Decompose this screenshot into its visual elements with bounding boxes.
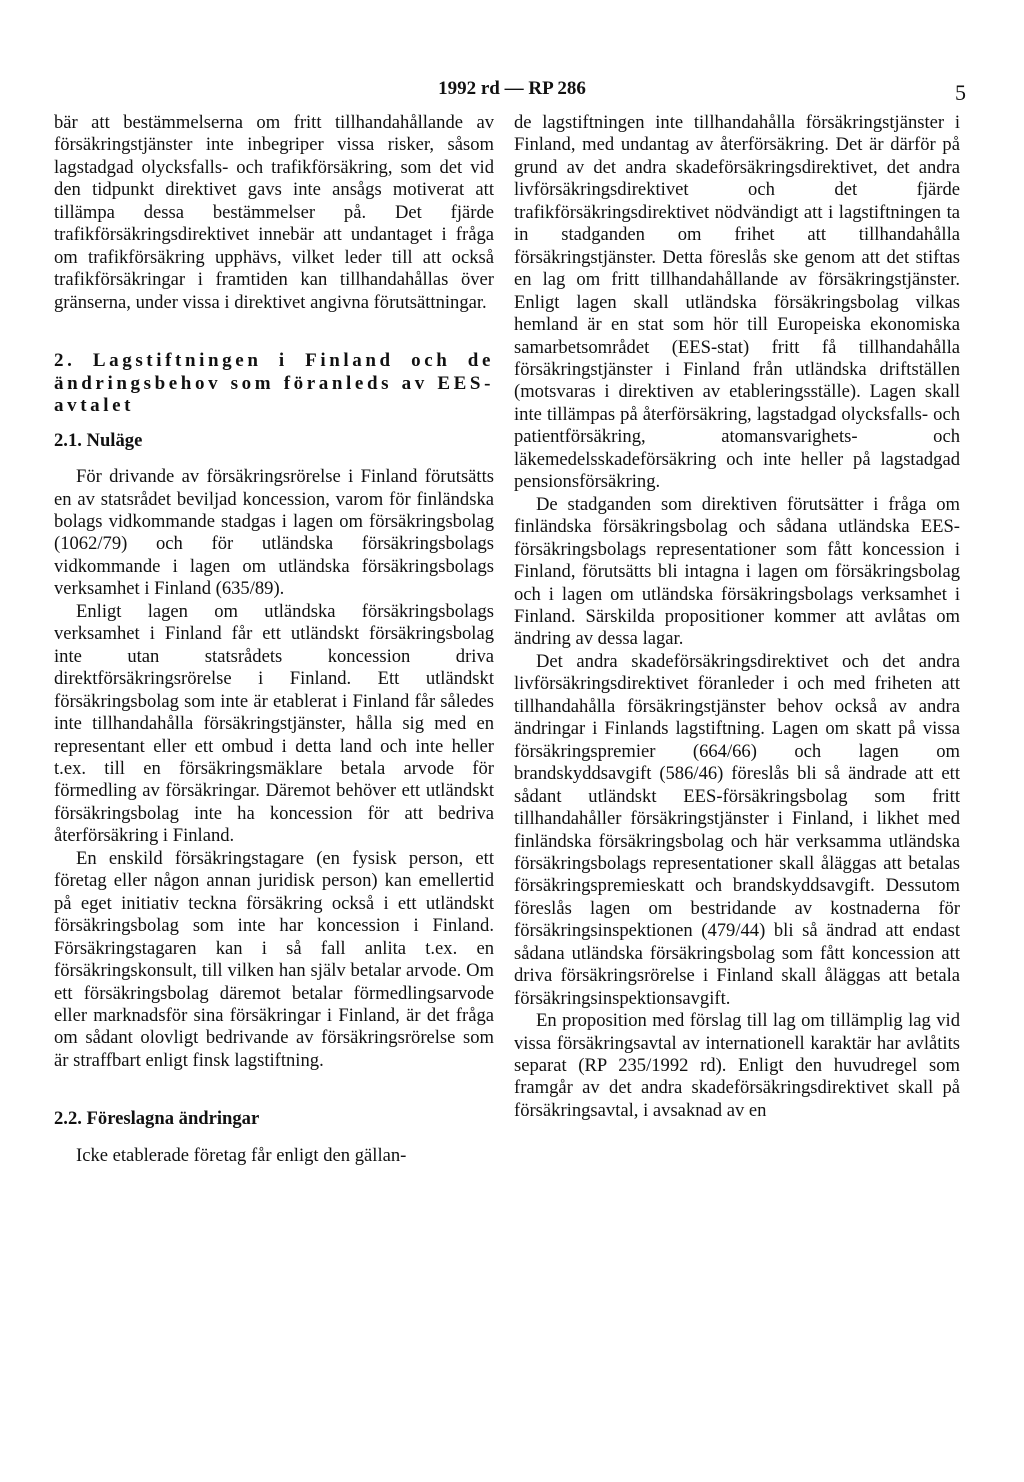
left-paragraph-3: Enligt lagen om utländska försäkringsbolags verksamhet i Finland får ett utländskt försäkringsbolag inte utan statsrådets koncession driva direktförsäkringsrörelse i Finland. Ett utländskt försäkringsbolag som inte är etablerat i Finland får således inte tillhandahålla försäkringstjänster, hålla sig med en representant eller ett ombud i detta land och inte heller t.ex. till en försäkringsmäklare betala arvode för förmedling av försäkringar. Däremot behöver ett utländskt försäkringsbolag inte ha koncession för att bedriva återförsäkring i Finland. [54,600,494,847]
left-paragraph-2: För drivande av försäkringsrörelse i Finland förutsätts en av statsrådet beviljad koncession, varom för finländska bolags vidkommande stadgas i lagen om försäkringsbolag (1062/79) och för utländska försäkringsbolags vidkommande i lagen om utländska försäkringsbolags verksamhet i Finland (635/89). [54,466,494,600]
subsection-2-1-heading: 2.1. Nuläge [54,429,143,451]
page-number: 5 [955,80,966,105]
right-paragraph-4: En proposition med förslag till lag om tillämplig lag vid vissa försäkringsavtal av internationell karaktär har avlåtits separat (RP 235/1992 rd). Enligt den huvudregel som framgår av det andra skadeförsäkringsdirektivet skall på försäkringsavtal, i avsaknad av en [514,1010,960,1121]
subsection-2-2-heading: 2.2. Föreslagna ändringar [54,1108,260,1130]
right-paragraph-2: De stadganden som direktiven förutsätter i fråga om finländska försäkringsbolag och sådana utländska EES-försäkringsbolags representationer som fått koncession i Finland, förutsätts bli intagna i lagen om försäkringsbolag och i lagen om utländska försäkringsbolags verksamhet i Finland. Särskilda propositioner kommer att avlåtas om ändring av dessa lagar. [514,493,960,650]
right-paragraph-3: Det andra skadeförsäkringsdirektivet och det andra livförsäkringsdirektivet föranleder i och med friheten att tillhandahålla försäkringstjänster behov också av andra ändringar i Finlands lagstiftning. Lagen om skatt på vissa försäkringspremier (664/66) och lagen om brandskyddsavgift (586/46) föreslås bli så ändrade att ett sådant utländskt EES-försäkringsbolag som fritt tillhandahåller försäkringstjänster i Finland, i likhet med finländska försäkringsbolag och här verksamma utländska försäkringsbolags representationer skall åläggas att betalas försäkringspremieskatt och brandskyddsavgift. Dessutom föreslås lagen om bestridande av kostnaderna för försäkringsinspektionen (479/44) bli så ändrad att endast sådana utländska försäkringsbolag som fått koncession att driva försäkringsrörelse i Finland skall åläggas att betala försäkringsinspektionsavgift. [514,650,960,1009]
left-paragraph-4: En enskild försäkringstagare (en fysisk person, ett företag eller någon annan juridisk person) kan emellertid på eget initiativ teckna försäkring också i ett utländskt försäkringsbolag som inte har koncession i Finland. Försäkringstagaren kan i så fall anlita t.ex. en försäkringskonsult, till vilken han själv betalar arvode. Om ett försäkringsbolag däremot betalar förmedlingsarvode eller marknadsför sina försäkringar i Finland, är det fråga om sådant olovligt bedrivande av försäkringsrörelse som är straffbart enligt finsk lagstiftning. [54,847,494,1071]
section-2-heading: 2. Lagstiftningen i Finland och de ändringsbehov som föranleds av EES-avtalet [54,350,494,417]
left-paragraph-1: bär att bestämmelserna om fritt tillhandahållande av försäkringstjänster inte inbegriper vissa risker, såsom lagstadgad olycksfalls- och trafikförsäkring, som det vid den tidpunkt direktivet gavs inte ansågs motiverat att tillämpa dessa bestämmelser på. Det fjärde trafikförsäkringsdirektivet innebär att undantaget i fråga om trafikförsäkring upphävs, vilket leder till att också trafikförsäkringar i framtiden kan tillhandahållas över gränserna, under vissa i direktivet angivna förutsättningar. [54,112,494,313]
right-column [514,112,960,1122]
page-header [0,78,1024,108]
running-header-title: 1992 rd — RP 286 [438,78,586,99]
right-paragraph-1: de lagstiftningen inte tillhandahålla försäkringstjänster i Finland, med undantag av återförsäkring. Det är därför på grund av det andra skadeförsäkringsdirektivet, det andra livförsäkringsdirektivet och det fjärde trafikförsäkringsdirektivet nödvändigt att i lagstiftningen ta in stadganden om frihet att tillhandahålla försäkringstjänster. Detta föreslås ske genom att det stiftas en lag om fritt tillhandahållande av försäkringstjänster. Enligt lagen skall utländska försäkringsbolag vilkas hemland är en stat som hör till Europeiska ekonomiska samarbetsområdet (EES-stat) fritt få tillhandahålla försäkringstjänster i Finland från utländska driftställen (motsvaras i direktiven av etableringsställe). Lagen skall inte tillämpas på återförsäkring, lagstadgad olycksfalls- och patientförsäkring, atomansvarighets- och läkemedelsskadeförsäkring och inte heller på lagstadgad pensionsförsäkring. [514,112,960,493]
left-paragraph-5: Icke etablerade företag får enligt den gällan- [76,1144,407,1166]
left-column [54,112,494,1167]
